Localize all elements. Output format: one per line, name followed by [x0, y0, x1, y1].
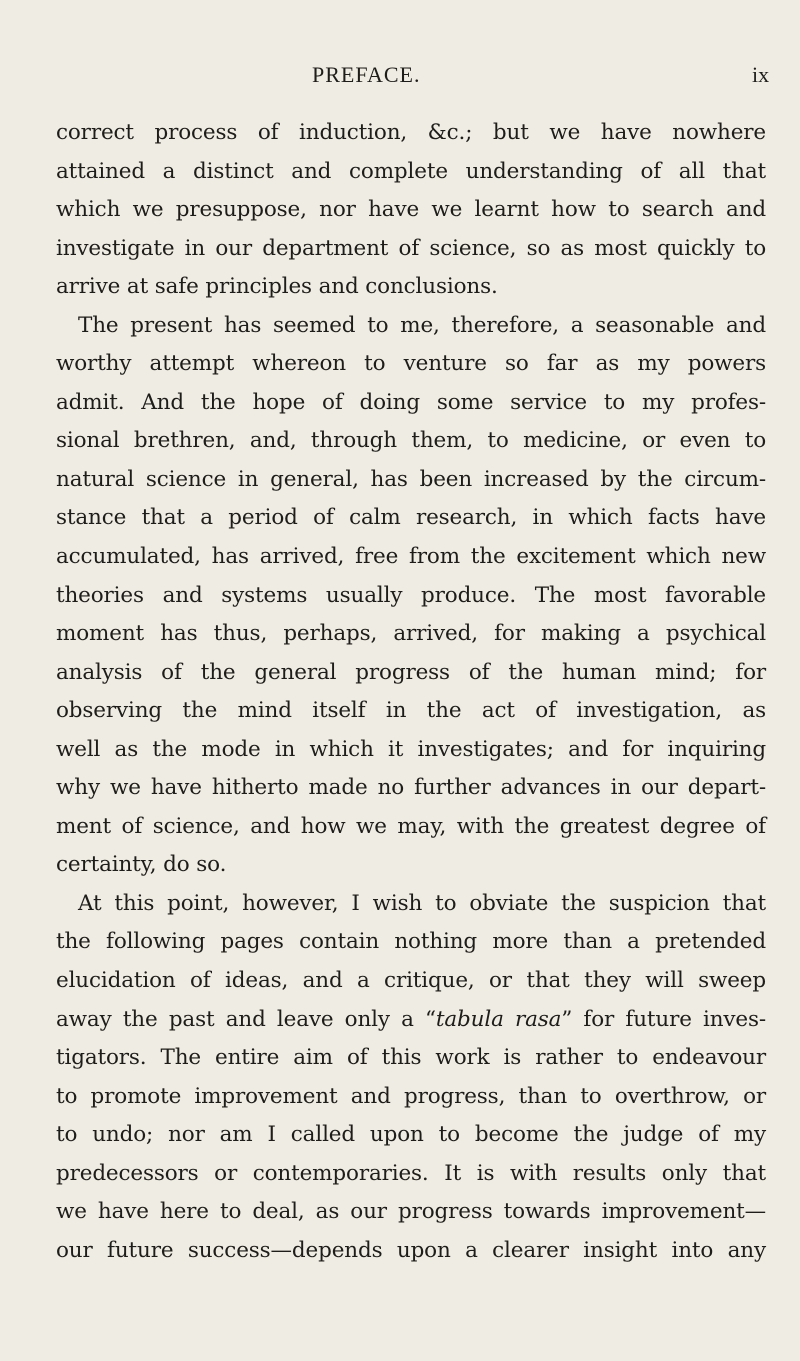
text-line-with-italic	[56, 1001, 766, 1040]
text-line: moment has thus, perhaps, arrived, for making a psychical	[56, 621, 766, 647]
text-line: attained a distinct and complete understanding of all that	[56, 158, 766, 184]
text-line: worthy attempt whereon to venture so far as my powers	[56, 351, 766, 377]
text-line: well as the mode in which it investigates; and for inquiring	[56, 736, 766, 762]
text-line: predecessors or contemporaries. It is with results only that	[56, 1160, 766, 1186]
text-line: the following pages contain nothing more than a pretended	[56, 929, 766, 955]
text-line: we have here to deal, as our progress towards improvement—	[56, 1199, 766, 1225]
text-segment: ” for future inves-	[561, 1006, 766, 1032]
text-line: why we have hitherto made no further advances in our depart-	[56, 775, 766, 801]
text-line: tigators. The entire aim of this work is rather to endeavour	[56, 1045, 766, 1071]
text-line: investigate in our department of science, so as most quickly to	[56, 235, 766, 261]
text-line: admit. And the hope of doing some service to my profes-	[56, 389, 766, 415]
body-text	[56, 114, 766, 1270]
text-line: natural science in general, has been increased by the circum-	[56, 466, 766, 492]
text-line: which we presuppose, nor have we learnt how to search and	[56, 197, 766, 223]
text-line: our future success—depends upon a clearer insight into any	[56, 1237, 766, 1263]
text-line: arrive at safe principles and conclusions.	[56, 274, 498, 300]
page-number: ix	[752, 62, 770, 87]
running-head	[0, 62, 800, 102]
text-segment: away the past and leave only a “	[56, 1006, 436, 1032]
text-line: analysis of the general progress of the human mind; for	[56, 659, 766, 685]
text-line: elucidation of ideas, and a critique, or that they will sweep	[56, 968, 766, 994]
text-line: stance that a period of calm research, in which facts have	[56, 505, 766, 531]
text-line: observing the mind itself in the act of investigation, as	[56, 698, 766, 724]
italic-phrase: tabula rasa	[435, 1006, 562, 1032]
text-line: At this point, however, I wish to obviate the suspicion that	[78, 890, 766, 916]
text-line: The present has seemed to me, therefore, a seasonable and	[78, 312, 766, 338]
text-line: to undo; nor am I called upon to become the judge of my	[56, 1122, 766, 1148]
text-line: correct process of induction, &c.; but we have nowhere	[56, 120, 766, 145]
text-line: certainty, do so.	[56, 852, 227, 878]
text-line: accumulated, has arrived, free from the excitement which new	[56, 544, 766, 570]
text-line: sional brethren, and, through them, to medicine, or even to	[56, 428, 766, 454]
text-line: theories and systems usually produce. The most favorable	[56, 582, 766, 608]
text-line: ment of science, and how we may, with the greatest degree of	[56, 813, 766, 839]
text-line: to promote improvement and progress, than to overthrow, or	[56, 1083, 766, 1109]
page-title: PREFACE.	[312, 62, 421, 87]
